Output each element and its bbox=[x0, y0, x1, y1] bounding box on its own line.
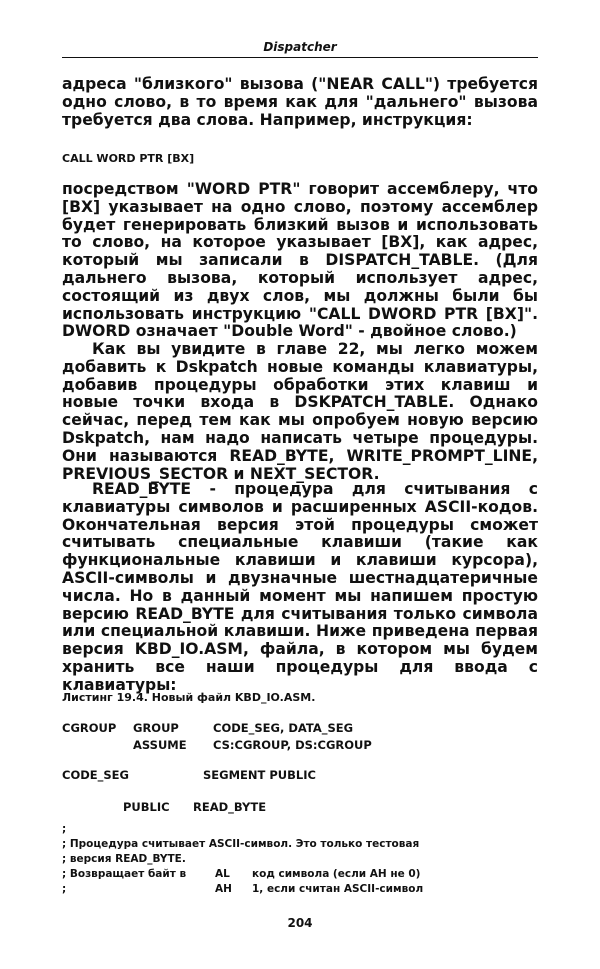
code-cgroup: CGROUP bbox=[62, 721, 117, 735]
code-public: PUBLIC bbox=[123, 800, 170, 814]
code-comment-4: ; Возвращает байт в bbox=[62, 868, 187, 880]
code-assume: ASSUME bbox=[133, 738, 187, 752]
code-register-ah: AH bbox=[215, 883, 232, 895]
code-comment-1: ; bbox=[62, 823, 67, 835]
code-group: GROUP bbox=[133, 721, 179, 735]
code-assume-args: CS:CGROUP, DS:CGROUP bbox=[213, 738, 372, 752]
listing-caption: Листинг 19.4. Новый файл KBD_IO.ASM. bbox=[62, 691, 316, 704]
header-rule bbox=[62, 57, 538, 58]
code-register-ah-desc: 1, если считан ASCII-символ bbox=[252, 883, 424, 895]
paragraph-4: READ_BYTE - процедура для считывания с клавиатуры символов и расширенных ASCII-кодов. Окончательная версия этой процедуры сможет считывать специальные клавиши (такие как функциональные клавиши и клавиши курсора), ASCII-символы и двузначные шестнадцатеричные числа. Но в данный момент мы напишем простую версию READ_BYTE для считывания только символа или специальной клавиши. Ниже приведена первая версия KBD_IO.ASM, файла, в котором мы будем хранить все наши процедуры для ввода с клавиатуры: bbox=[62, 480, 538, 694]
code-group-args: CODE_SEG, DATA_SEG bbox=[213, 721, 354, 735]
paragraph-2: посредством "WORD PTR" говорит ассемблеру, что [BX] указывает на одно слово, поэтому ассемблер будет генерировать близкий вызов и использовать то слово, на которое указывает [BX], как адрес, который мы записали в DISPATCH_TABLE. (Для дальнего вызова, который использует адрес, состоящий из двух слов, мы должны были бы использовать инструкцию "CALL DWORD PTR [BX]". DWORD означает "Double Word" - двойное слово.) bbox=[62, 180, 538, 341]
paragraph-1: адреса "близкого" вызова ("NEAR CALL") требуется одно слово, в то время как для "дальнего" вызова требуется два слова. Например, инструкция: bbox=[62, 75, 538, 129]
paragraph-3: Как вы увидите в главе 22, мы легко можем добавить к Dskpatch новые команды клавиатуры, добавив процедуры обработки этих клавиш и новые точки входа в DSKPATCH_TABLE. Однако сейчас, перед тем как мы опробуем новую версию Dskpatch, нам надо написать четыре процедуры. Они называются READ_BYTE, WRITE_PROMPT_LINE, PREVIOUS_SECTOR и NEXT_SECTOR. bbox=[62, 340, 538, 483]
page-number: 204 bbox=[287, 916, 313, 930]
code-comment-2: ; Процедура считывает ASCII-символ. Это только тестовая bbox=[62, 838, 420, 850]
code-example-call: CALL WORD PTR [BX] bbox=[62, 152, 195, 165]
code-register-al-desc: код символа (если AH не 0) bbox=[252, 868, 421, 880]
running-head: Dispatcher bbox=[263, 40, 337, 54]
code-segment-public: SEGMENT PUBLIC bbox=[203, 768, 316, 782]
code-code-seg: CODE_SEG bbox=[62, 768, 129, 782]
code-register-al: AL bbox=[215, 868, 230, 880]
code-comment-5: ; bbox=[62, 883, 67, 895]
code-comment-3: ; версия READ_BYTE. bbox=[62, 853, 186, 865]
code-read-byte: READ_BYTE bbox=[193, 800, 267, 814]
